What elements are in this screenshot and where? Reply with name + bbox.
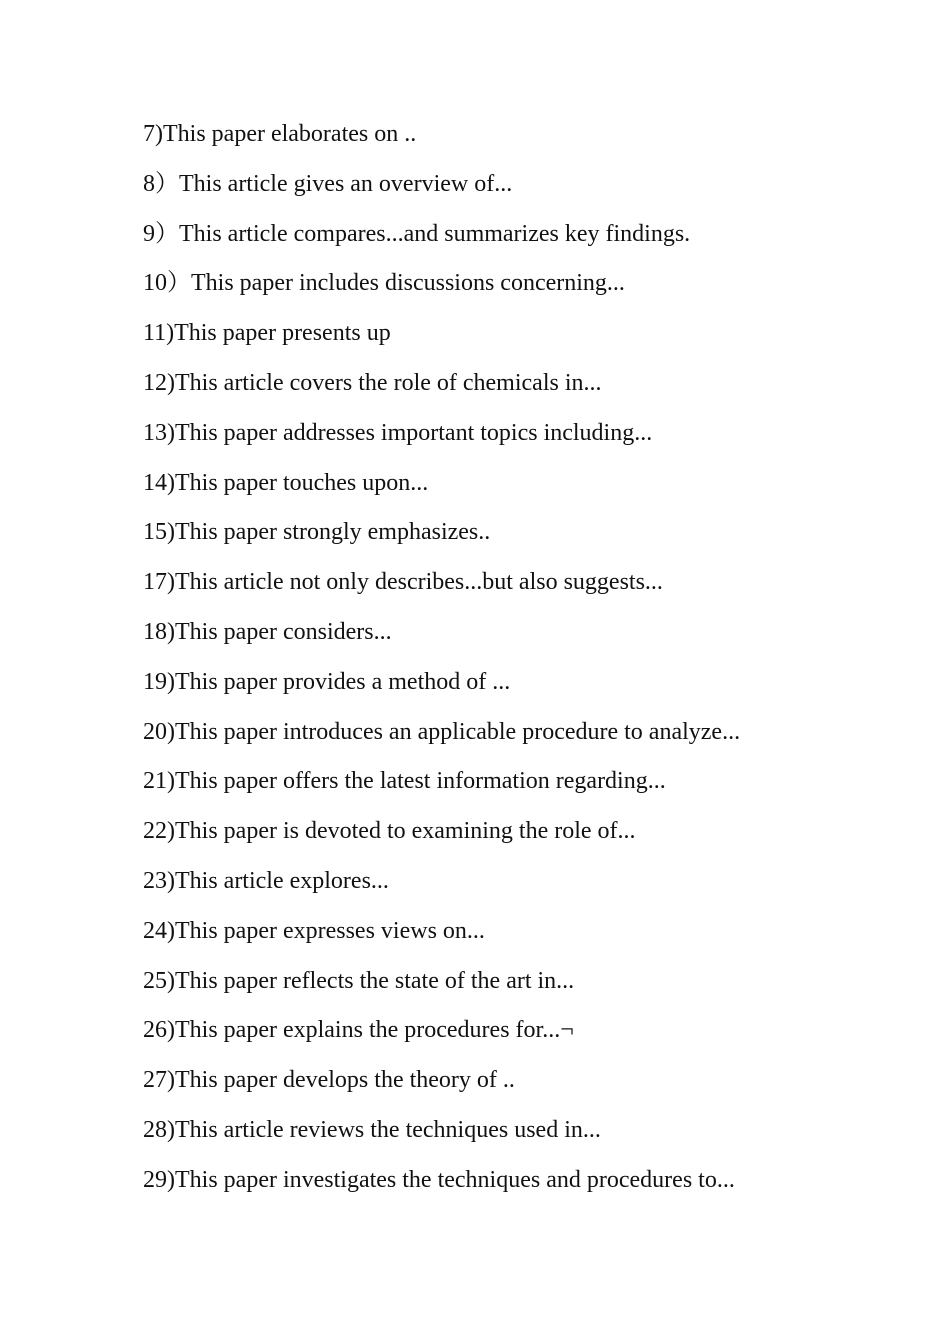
list-item: 17)This article not only describes...but also suggests... [143, 569, 663, 596]
list-item: 8）This article gives an overview of... [143, 170, 513, 197]
list-item: 25)This paper reflects the state of the art in... [143, 967, 575, 994]
list-item: 11)This paper presents up [143, 320, 391, 347]
list-item: 23)This article explores... [143, 867, 389, 894]
phrase-list [143, 114, 740, 1210]
list-item: 27)This paper develops the theory of .. [143, 1067, 515, 1094]
list-item: 19)This paper provides a method of ... [143, 668, 511, 695]
list-item: 14)This paper touches upon... [143, 469, 429, 496]
list-item: 26)This paper explains the procedures for...¬ [143, 1017, 574, 1044]
list-item: 21)This paper offers the latest information regarding... [143, 768, 666, 795]
list-item: 12)This article covers the role of chemicals in... [143, 369, 602, 396]
list-item: 29)This paper investigates the techniques and procedures to... [143, 1166, 735, 1193]
list-item: 10）This paper includes discussions concerning... [143, 270, 625, 297]
list-item: 20)This paper introduces an applicable procedure to analyze... [143, 718, 741, 745]
list-item: 7)This paper elaborates on .. [143, 121, 417, 147]
list-item: 24)This paper expresses views on... [143, 917, 485, 944]
list-item: 28)This article reviews the techniques used in... [143, 1116, 601, 1143]
list-item: 15)This paper strongly emphasizes.. [143, 519, 491, 546]
list-item: 18)This paper considers... [143, 618, 392, 645]
list-item: 13)This paper addresses important topics including... [143, 419, 653, 446]
list-item: 9）This article compares...and summarizes key findings. [143, 220, 691, 247]
list-item: 22)This paper is devoted to examining the role of... [143, 818, 636, 845]
